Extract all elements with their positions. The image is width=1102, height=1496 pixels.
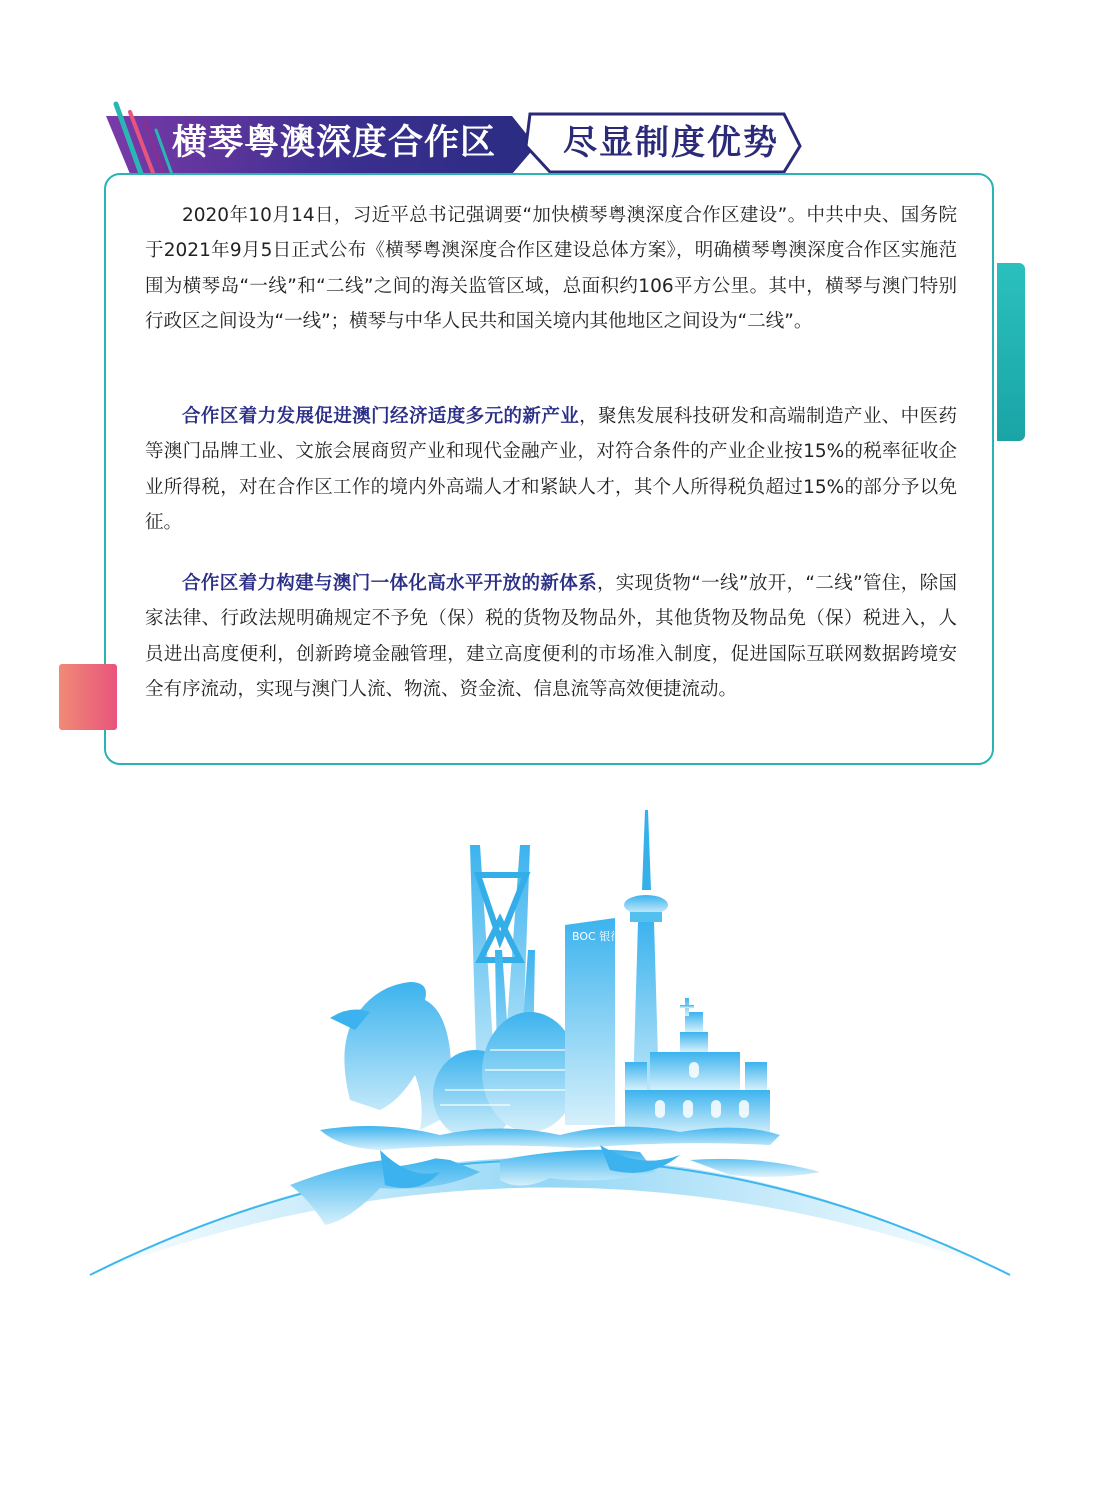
section-subtitle: 尽显制度优势	[563, 123, 779, 163]
skyline-illustration	[80, 800, 1020, 1294]
paragraph-intro	[145, 198, 957, 340]
skyline-globe-image	[80, 800, 1020, 1290]
building-sign: BOC 银行	[572, 930, 622, 943]
paragraph-text: ，聚焦发展科技研发和高端制造产业、中医药等澳门品牌工业、文旅会展商贸产业和现代金融产业，对符合条件的产业企业按15%的税率征收企业所得税，对在合作区工作的境内外高端人才和紧缺人才，其个人所得税负超过15%的部分予以免征。	[145, 406, 957, 534]
paragraph-text: 2020年10月14日，习近平总书记强调要“加快横琴粤澳深度合作区建设”。中共中央、国务院于2021年9月5日正式公布《横琴粤澳深度合作区建设总体方案》，明确横琴粤澳深度合作区实施范围为横琴岛“一线”和“二线”之间的海关监管区域，总面积约106平方公里。其中，横琴与澳门特别行政区之间设为“一线”；横琴与中华人民共和国关境内其他地区之间设为“二线”。	[145, 205, 957, 333]
section-title: 横琴粤澳深度合作区	[172, 123, 497, 163]
decorative-side-tab-left	[59, 664, 117, 730]
paragraph-industry	[145, 399, 957, 541]
decorative-side-tab-right	[997, 263, 1025, 441]
paragraph-highlight: 合作区着力发展促进澳门经济适度多元的新产业	[182, 406, 580, 427]
paragraph-text: ，实现货物“一线”放开，“二线”管住，除国家法律、行政法规明确规定不予免（保）税的货物及物品外，其他货物及物品免（保）税进入，人员进出高度便利，创新跨境金融管理，建立高度便利的市场准入制度，促进国际互联网数据跨境安全有序流动，实现与澳门人流、物流、资金流、信息流等高效便捷流动。	[145, 573, 957, 701]
paragraph-highlight: 合作区着力构建与澳门一体化高水平开放的新体系	[182, 573, 597, 594]
paragraph-opening	[145, 566, 957, 708]
